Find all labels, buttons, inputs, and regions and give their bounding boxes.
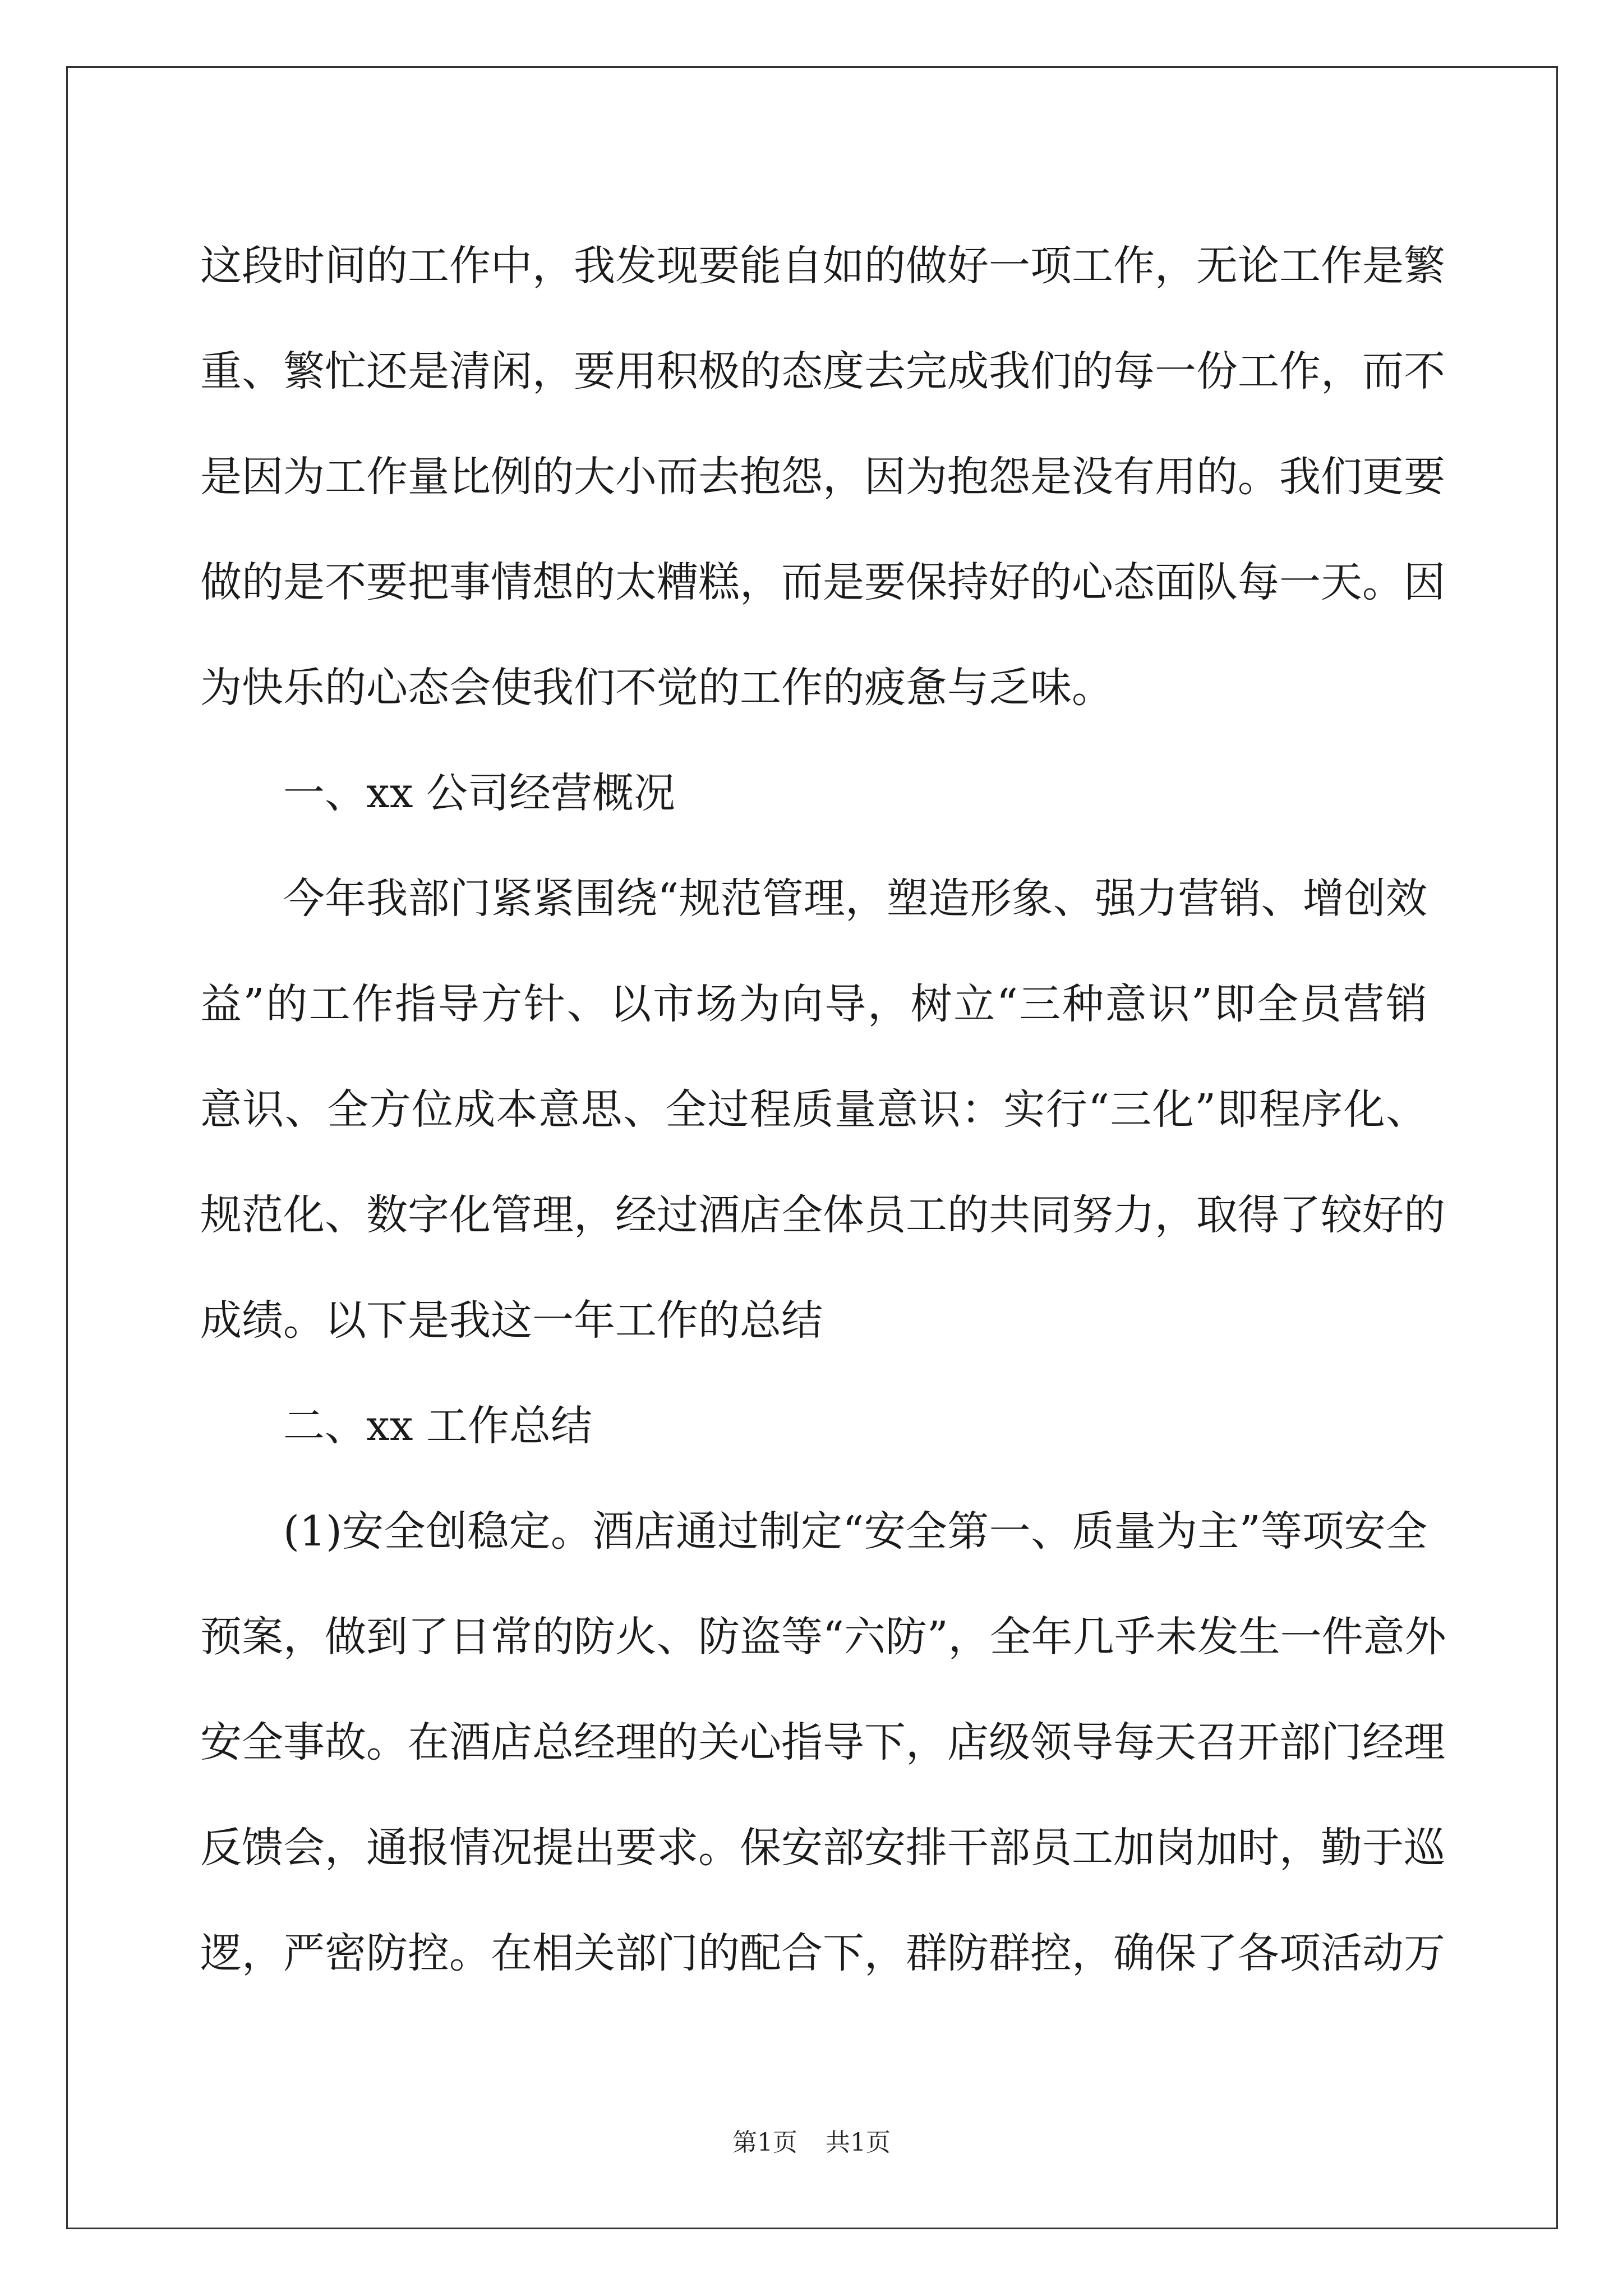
paragraph-line: 做的是不要把事情想的太糟糕，而是要保持好的心态面队每一天。因 bbox=[200, 558, 1445, 606]
paragraph-line: 安全事故。在酒店总经理的关心指导下，店级领导每天召开部门经理 bbox=[200, 1718, 1445, 1766]
paragraph-line: 为快乐的心态会使我们不觉的工作的疲惫与乏味。 bbox=[200, 664, 1113, 712]
section-heading-1: 一、xx 公司经营概况 bbox=[283, 769, 675, 817]
paragraph-line: 益”的工作指导方针、以市场为向导，树立“三种意识”即全员营销 bbox=[200, 980, 1427, 1028]
paragraph-line: (1)安全创稳定。酒店通过制定“安全第一、质量为主”等项安全 bbox=[283, 1507, 1427, 1556]
paragraph-line: 反馈会，通报情况提出要求。保安部安排干部员工加岗加时，勤于巡 bbox=[200, 1824, 1445, 1872]
paragraph-line: 预案，做到了日常的防火、防盗等“六防”，全年几乎未发生一件意外 bbox=[200, 1613, 1446, 1661]
paragraph-line: 这段时间的工作中，我发现要能自如的做好一项工作，无论工作是繁 bbox=[200, 242, 1445, 290]
paragraph-line: 成绩。以下是我这一年工作的总结 bbox=[200, 1296, 823, 1345]
paragraph-line: 今年我部门紧紧围绕“规范管理，塑造形象、强力营销、增创效 bbox=[283, 875, 1427, 923]
section-heading-2: 二、xx 工作总结 bbox=[283, 1402, 592, 1450]
paragraph-line: 重、繁忙还是清闲，要用积极的态度去完成我们的每一份工作，而不 bbox=[200, 347, 1445, 395]
paragraph-line: 逻，严密防控。在相关部门的配合下，群防群控，确保了各项活动万 bbox=[200, 1929, 1445, 1977]
document-body bbox=[200, 213, 1446, 2006]
paragraph-line: 是因为工作量比例的大小而去抱怨，因为抱怨是没有用的。我们更要 bbox=[200, 453, 1445, 501]
page-number: 第1页 bbox=[732, 2128, 797, 2157]
paragraph-line: 意识、全方位成本意思、全过程质量意识：实行“三化”即程序化、 bbox=[200, 1085, 1427, 1134]
page-footer bbox=[0, 2126, 1623, 2160]
paragraph-line: 规范化、数字化管理，经过酒店全体员工的共同努力，取得了较好的 bbox=[200, 1191, 1445, 1239]
page-total: 共1页 bbox=[826, 2128, 891, 2157]
